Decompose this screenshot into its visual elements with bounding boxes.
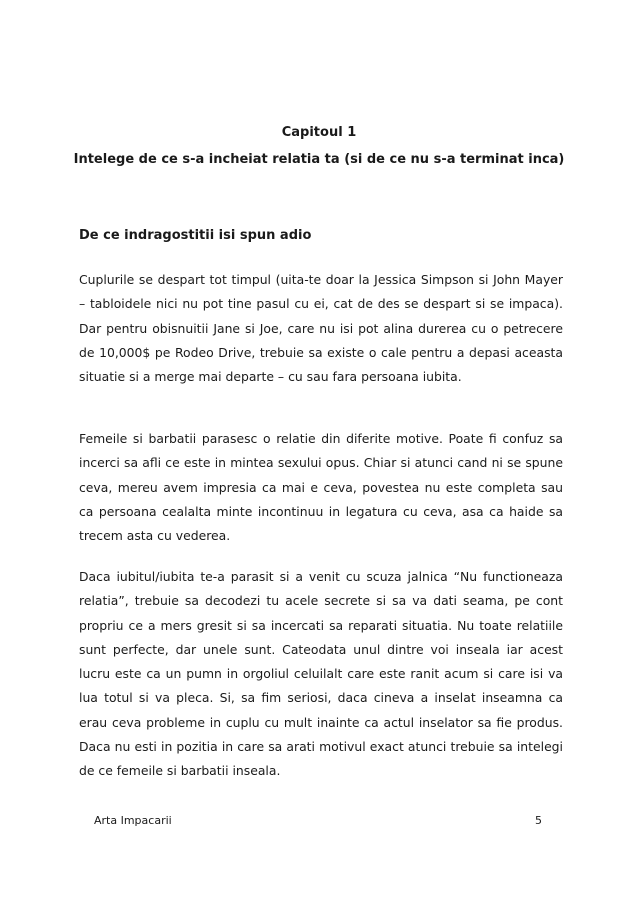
paragraph-3: Daca iubitul/iubita te-a parasit si a venit cu scuza jalnica “Nu functioneaza relatia”, trebuie sa decodezi tu acele secrete si sa va dati seama, pe cont propriu ce a mers gresit si sa incercati sa reparati situatia. Nu toate relatiile sunt perfecte, dar unele sunt. Cateodata unul dintre voi inseala iar acest lucru este ca un pumn in orgoliul celuilalt care este ranit acum si care isi va lua totul si va pleca. Si, sa fim seriosi, daca cineva a inselat inseamna ca erau ceva probleme in cuplu cu mult inainte ca actul inselator sa fie produs. Daca nu esti in pozitia in care sa arati motivul exact atunci trebuie sa intelegi de ce femeile si barbatii inseala. [79, 569, 563, 779]
chapter-subtitle: Intelege de ce s-a incheiat relatia ta (si de ce nu s-a terminat inca) [73, 152, 565, 167]
paragraph-1: Cuplurile se despart tot timpul (uita-te doar la Jessica Simpson si John Mayer – tabloidele nici nu pot tine pasul cu ei, cat de des se despart si se impaca). Dar pentru obisnuitii Jane si Joe, care nu isi pot alina durerea cu o petrecere de 10,000$ pe Rodeo Drive, trebuie sa existe o cale pentru a depasi aceasta situatie si a merge mai departe – cu sau fara persoana iubita. [79, 272, 563, 385]
section-heading: De ce indragostitii isi spun adio [79, 228, 312, 243]
chapter-title: Capitoul 1 [281, 125, 357, 140]
footer-page-number: 5 [535, 814, 542, 827]
paragraph-2: Femeile si barbatii parasesc o relatie din diferite motive. Poate fi confuz sa incerci sa afli ce este in mintea sexului opus. Chiar si atunci cand ni se spune ceva, mereu avem impresia ca mai e ceva, povestea nu este completa sau ca persoana cealalta minte incontinuu in legatura cu ceva, asa ca haide sa trecem asta cu vederea. [79, 431, 563, 544]
footer-book-title: Arta Impacarii [94, 814, 172, 827]
